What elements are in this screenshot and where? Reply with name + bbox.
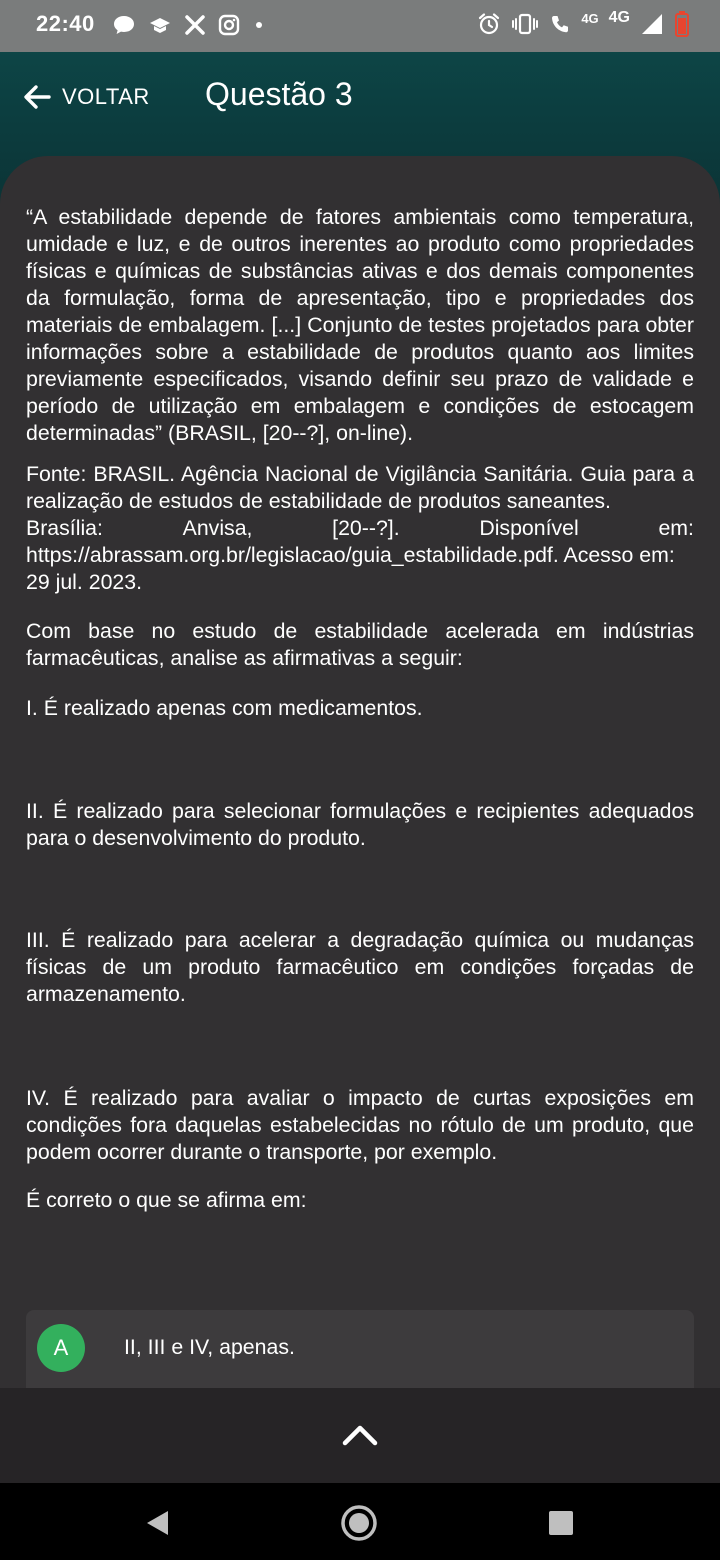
page-title: Questão 3 xyxy=(205,76,353,112)
source-url: https://abrassam.org.br/legislacao/guia_estabilidade.pdf. Acesso em: xyxy=(26,543,675,567)
chevron-up-icon[interactable] xyxy=(336,1414,384,1454)
network-type-large: 4G xyxy=(608,9,630,26)
source-citation: Fonte: BRASIL. Agência Nacional de Vigilância Sanitária. Guia para a realização de estudos de estabilidade de produtos saneantes. xyxy=(26,462,694,513)
question-quote: “A estabilidade depende de fatores ambientais como temperatura, umidade e luz, e de outros inerentes ao produto como propriedades físicas e químicas de substâncias ativas e dos demais componentes da formulação, forma de apresentação, tipo e propriedades dos materiais de embalagem. [...] Conjunto de testes projetados para obter informações sobre a estabilidade de produtos quanto aos limites previamente especificados, visando definir seu prazo de validade e período de utilização em embalagem e condições de estocagem determinadas” (BRASIL, [20--?], on-line). xyxy=(26,205,694,445)
chat-bubble-icon xyxy=(112,14,136,36)
statement-4: IV. É realizado para avaliar o impacto de curtas exposições em condições fora daquelas estabelecidas no rótulo de um produto, que podem ocorrer durante o transporte, por exemplo. xyxy=(26,1086,694,1164)
statement-1: I. É realizado apenas com medicamentos. xyxy=(26,696,423,720)
system-nav-bar xyxy=(0,1483,720,1560)
answer-option-a[interactable] xyxy=(26,1310,694,1388)
source-word: [20--?]. xyxy=(332,516,400,540)
instagram-icon xyxy=(218,14,240,36)
alarm-icon xyxy=(477,12,501,36)
status-time: 22:40 xyxy=(36,11,95,36)
source-word: em: xyxy=(658,516,694,540)
status-bar xyxy=(0,0,720,52)
question-source xyxy=(26,461,694,596)
source-word: Anvisa, xyxy=(182,516,253,540)
network-type-small: 4G xyxy=(581,10,599,26)
statement-2: II. É realizado para selecionar formulações e recipientes adequados para o desenvolvimento do produto. xyxy=(26,799,694,850)
source-word: Brasília: xyxy=(26,516,103,540)
back-label: VOLTAR xyxy=(62,84,150,109)
source-word: Disponível xyxy=(479,516,579,540)
recents-square-icon[interactable] xyxy=(541,1503,581,1543)
vibrate-icon xyxy=(511,12,539,36)
back-triangle-icon[interactable] xyxy=(138,1503,178,1543)
source-access-date: 29 jul. 2023. xyxy=(26,570,143,594)
bottom-toolbar xyxy=(0,1388,720,1483)
option-letter-badge: A xyxy=(37,1324,85,1372)
question-prompt: É correto o que se afirma em: xyxy=(26,1188,307,1212)
signal-icon xyxy=(640,12,664,36)
question-intro: Com base no estudo de estabilidade acelerada em indústrias farmacêuticas, analise as afirmativas a seguir: xyxy=(26,619,694,670)
notification-icons xyxy=(112,10,266,40)
home-circle-icon[interactable] xyxy=(339,1503,379,1543)
option-text: II, III e IV, apenas. xyxy=(124,1335,295,1359)
system-status-icons xyxy=(477,8,690,40)
question-content xyxy=(26,204,694,1214)
arrow-left-icon xyxy=(22,82,52,112)
statement-3: III. É realizado para acelerar a degradação química ou mudanças físicas de um produto farmacêutico em condições forçadas de armazenamento. xyxy=(26,928,694,1006)
source-publication xyxy=(26,515,694,542)
battery-low-icon xyxy=(674,10,690,38)
question-card xyxy=(0,156,720,1388)
wifi-calling-icon xyxy=(549,13,571,35)
back-button[interactable] xyxy=(22,80,150,114)
more-dot-icon xyxy=(252,18,266,32)
x-app-icon xyxy=(184,14,206,36)
gov-app-icon xyxy=(148,15,172,35)
